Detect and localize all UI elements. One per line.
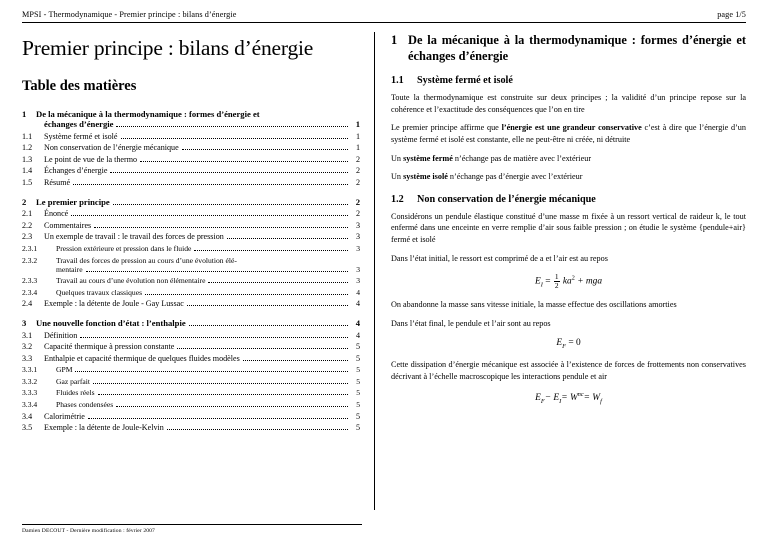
toc-item-page: 5 (356, 400, 360, 410)
text-frag: Un (391, 172, 404, 182)
text-frag: n’échange pas d’énergie avec l’extérieur (447, 172, 583, 182)
toc-item[interactable] (22, 276, 360, 285)
toc-item[interactable] (22, 209, 360, 218)
toc-item-page: 5 (356, 365, 360, 375)
toc-item-number: 2.3.1 (22, 243, 38, 253)
toc-item-number: 3.1 (22, 330, 33, 340)
toc-item-label: Phases condensées (56, 400, 114, 410)
toc-item-number: 1.1 (22, 131, 33, 141)
toc-leader (227, 237, 348, 239)
toc-item-number: 1.5 (22, 177, 33, 187)
subsection-heading-1-1 (391, 75, 746, 86)
subsection-title: Non conservation de l’énergie mécanique (417, 193, 596, 205)
text-frag: Le premier principe affirme que (391, 123, 502, 133)
toc-item-label: Capacité thermique à pression constante (44, 342, 175, 352)
paragraph-initial-state: Dans l’état initial, le ressort est comprimé de a et l’air est au repos (391, 253, 608, 263)
header-page-number: page 1/5 (717, 10, 746, 19)
toc-item-page: 3 (356, 276, 360, 286)
text-frag: n’échange pas de matière avec l’extérieur (452, 153, 592, 163)
toc-item[interactable] (22, 354, 360, 363)
paragraph-closed-system (391, 153, 746, 165)
toc-item-label: De la mécanique à la thermodynamique : formes d’énergie et (36, 109, 260, 119)
section-heading-1 (391, 33, 746, 64)
toc-leader (80, 336, 348, 338)
toc-item-page: 4 (355, 317, 360, 328)
equation-rhs: = 0 (568, 338, 581, 349)
toc-leader (73, 183, 348, 185)
toc-item-label: Commentaires (44, 220, 92, 230)
toc-item[interactable] (22, 318, 360, 328)
equation-symbol: E (534, 276, 541, 287)
toc-item-label: Calorimétrie (44, 411, 85, 421)
toc-item-number: 3.3.3 (22, 388, 38, 398)
equation-term-2: + mga (577, 276, 603, 287)
toc-item-page: 4 (355, 299, 360, 309)
toc-item[interactable] (22, 155, 360, 164)
toc-item-page: 4 (356, 287, 360, 297)
subsection-title: Système fermé et isolé (417, 75, 513, 86)
toc-item[interactable] (22, 365, 360, 374)
toc-leader (177, 347, 348, 349)
right-column (375, 32, 746, 510)
toc-item-label-cont: échanges d’énergie (44, 119, 114, 129)
toc-item-page: 3 (356, 243, 360, 253)
toc-item-number: 2.3.2 (22, 255, 38, 265)
fraction-denominator: 2 (554, 281, 559, 291)
section-title: De la mécanique à la thermodynamique : formes d’énergie et échanges d’énergie (408, 33, 746, 63)
toc-item[interactable] (22, 244, 360, 253)
equation-subscript-i: I (559, 398, 562, 406)
toc-item[interactable] (22, 423, 360, 432)
equation-final-energy (391, 338, 746, 350)
toc-item-label-cont: mentaire (56, 264, 83, 274)
left-column (22, 32, 375, 510)
toc-leader (98, 393, 348, 395)
toc-item-label: Un exemple de travail : le travail des forces de pression (44, 232, 224, 242)
text-frag: Un (391, 153, 404, 163)
toc-leader (116, 405, 348, 407)
toc-leader (243, 359, 348, 361)
toc-leader (93, 382, 348, 384)
toc-item-number: 1.3 (22, 154, 33, 164)
fraction-numerator: 1 (554, 272, 559, 282)
page-columns (22, 32, 746, 510)
toc-item-number: 3.3.2 (22, 376, 38, 386)
subsection-number: 1.2 (391, 193, 404, 205)
toc-item-page: 2 (355, 166, 360, 176)
toc-item-page: 2 (355, 209, 360, 219)
equation-operator: = (545, 276, 551, 287)
toc-item-number: 2.3.3 (22, 276, 38, 286)
text-emphasis: système fermé (403, 153, 453, 163)
toc-heading: Table des matières (22, 78, 137, 94)
page-footer: Damien DECOUT - Dernière modification : février 2007 (22, 524, 362, 534)
toc-item-number: 3.2 (22, 342, 33, 352)
toc-item-page: 4 (355, 330, 360, 340)
equation-subscript-f: F (540, 398, 545, 406)
equation-superscript-nc: nc (577, 391, 584, 399)
toc-leader (110, 171, 348, 173)
toc-item-number: 2.4 (22, 299, 33, 309)
toc-item-number: 3.3 (22, 353, 33, 363)
toc-leader (182, 148, 348, 150)
toc-item-label: Énoncé (44, 209, 69, 219)
toc-item-page: 1 (355, 119, 360, 129)
paragraph-principles: Toute la thermodynamique est construite sur deux principes ; la validité d’un principe repose sur la cohérence et l’exactitude des conséquences que l’on en tire (391, 93, 746, 114)
toc-leader (194, 249, 348, 251)
toc-item-page: 5 (355, 411, 360, 421)
equation-subscript-wf: f (600, 398, 602, 406)
toc-item[interactable] (22, 256, 360, 274)
toc-item-page: 2 (355, 154, 360, 164)
toc-item[interactable] (22, 132, 360, 141)
toc-item-page: 5 (355, 353, 360, 363)
equation-symbol-wf: = W (583, 393, 601, 404)
toc-item[interactable] (22, 342, 360, 351)
toc-item[interactable] (22, 412, 360, 421)
table-of-contents (22, 109, 360, 432)
toc-item-label: Non conservation de l’énergie mécanique (44, 143, 179, 153)
toc-item[interactable] (22, 377, 360, 386)
toc-item-page: 5 (356, 376, 360, 386)
text-emphasis: système isolé (403, 172, 448, 182)
toc-item-number: 2.3.4 (22, 287, 38, 297)
toc-item-page: 2 (355, 177, 360, 187)
toc-item[interactable] (22, 109, 360, 129)
toc-leader (140, 160, 348, 162)
toc-item-number: 1.4 (22, 166, 33, 176)
equation-initial-energy (391, 273, 746, 290)
equation-symbol-wnc: = W (561, 393, 578, 404)
toc-item-page: 3 (355, 220, 360, 230)
text-frag: c’est à dire que l’énergie d’un système fermé et isolé est constante, elle ne peut-être ni créée, ni détruite (391, 123, 746, 144)
toc-item-label: Échanges d’énergie (44, 166, 108, 176)
toc-item-label: Quelques travaux classiques (56, 287, 143, 297)
toc-leader (113, 203, 348, 205)
toc-item-page: 1 (355, 131, 360, 141)
paragraph-dissipation: Cette dissipation d’énergie mécanique est associée à l’existence de forces de frottements non conservatives décrivant à l’échelle macroscopique les interactions pendule et air (391, 360, 746, 381)
paragraph-first-principle (391, 122, 746, 145)
toc-item[interactable] (22, 288, 360, 297)
toc-item-label: Une nouvelle fonction d’état : l’enthalpie (36, 317, 186, 328)
toc-item[interactable] (22, 143, 360, 152)
toc-item-page: 2 (355, 196, 360, 207)
toc-item-label: Le premier principe (36, 196, 110, 207)
toc-leader (208, 281, 348, 283)
equation-fraction (554, 273, 560, 290)
toc-item-label: Définition (44, 330, 78, 340)
toc-item-page: 5 (355, 423, 360, 433)
toc-leader (86, 270, 348, 272)
page-header (22, 10, 746, 23)
toc-item[interactable] (22, 178, 360, 187)
toc-item-label: Enthalpie et capacité thermique de quelques fluides modèles (44, 353, 240, 363)
toc-item-number: 2.2 (22, 220, 33, 230)
toc-item-number: 3.4 (22, 411, 33, 421)
toc-item[interactable] (22, 232, 360, 241)
toc-item-number: 2.1 (22, 209, 33, 219)
toc-item[interactable] (22, 400, 360, 409)
equation-work-balance (391, 391, 746, 405)
toc-item-page: 3 (355, 232, 360, 242)
toc-item[interactable] (22, 166, 360, 175)
section-number: 1 (391, 33, 398, 47)
paragraph-damped-oscillations: On abandonne la masse sans vitesse initiale, la masse effectue des oscillations amorties (391, 299, 677, 309)
toc-item-label: GPM (56, 365, 73, 375)
equation-symbol: E (556, 338, 563, 349)
toc-leader (94, 226, 348, 228)
toc-item-label: Exemple : la détente de Joule-Kelvin (44, 423, 164, 433)
toc-leader (167, 428, 348, 430)
page-title: Premier principe : bilans d’énergie (22, 36, 314, 60)
toc-leader (71, 214, 348, 216)
toc-leader (121, 137, 349, 139)
toc-item[interactable] (22, 299, 360, 308)
toc-item-page: 1 (355, 143, 360, 153)
toc-item[interactable] (22, 331, 360, 340)
text-emphasis: l’énergie est une grandeur conservative (501, 123, 642, 133)
equation-exponent: 2 (571, 274, 575, 282)
toc-item-label: Le point de vue de la thermo (44, 154, 138, 164)
toc-item-number: 2.3 (22, 232, 33, 242)
toc-leader (187, 304, 348, 306)
equation-symbol-ei: − E (544, 393, 560, 404)
equation-symbol-ef: E (535, 393, 541, 404)
paragraph-isolated-system (391, 171, 746, 183)
toc-item-label: Travail des forces de pression au cours d’une évolution élé- (56, 255, 237, 265)
paragraph-final-state: Dans l’état final, le pendule et l’air sont au repos (391, 318, 551, 328)
toc-item-page: 5 (356, 388, 360, 398)
toc-item-number: 3.3.1 (22, 365, 38, 375)
toc-item-number: 3 (22, 317, 27, 328)
toc-item-number: 1.2 (22, 143, 33, 153)
subsection-number: 1.1 (391, 75, 404, 86)
toc-item-label: Gaz parfait (56, 376, 90, 386)
toc-leader (75, 370, 348, 372)
toc-item-label: Exemple : la détente de Joule - Gay Lussac (44, 299, 184, 309)
paragraph-pendulum-setup: Considérons un pendule élastique constitué d’une masse m fixée à un ressort vertical de raideur k, le tout enfermé dans une enceinte en verre remplie d’air sous faible pression ; on étudie le système {pendule+air} fermé et isolé (391, 211, 746, 245)
toc-leader (88, 417, 348, 419)
toc-item-label: Système fermé et isolé (44, 131, 118, 141)
subsection-heading-1-2 (391, 194, 746, 205)
toc-item-number: 3.5 (22, 423, 33, 433)
equation-term: ka (562, 276, 572, 287)
equation-subscript: F (562, 343, 566, 351)
toc-item-number: 2 (22, 196, 27, 207)
toc-item[interactable] (22, 197, 360, 207)
toc-item-page: 3 (356, 264, 360, 274)
toc-item[interactable] (22, 388, 360, 397)
header-document-title: MPSI - Thermodynamique - Premier principe : bilans d’énergie (22, 10, 237, 19)
toc-leader (116, 125, 348, 127)
toc-item[interactable] (22, 221, 360, 230)
toc-item-label: Travail au cours d’une évolution non élémentaire (56, 276, 206, 286)
toc-item-number: 1 (22, 109, 27, 119)
toc-item-number: 3.3.4 (22, 400, 38, 410)
toc-item-label: Pression extérieure et pression dans le fluide (56, 243, 192, 253)
toc-leader (145, 293, 348, 295)
toc-item-label: Fluides réels (56, 388, 95, 398)
toc-item-label: Résumé (44, 177, 71, 187)
toc-item-page: 5 (355, 342, 360, 352)
toc-leader (189, 324, 348, 326)
equation-subscript: I (540, 281, 543, 289)
